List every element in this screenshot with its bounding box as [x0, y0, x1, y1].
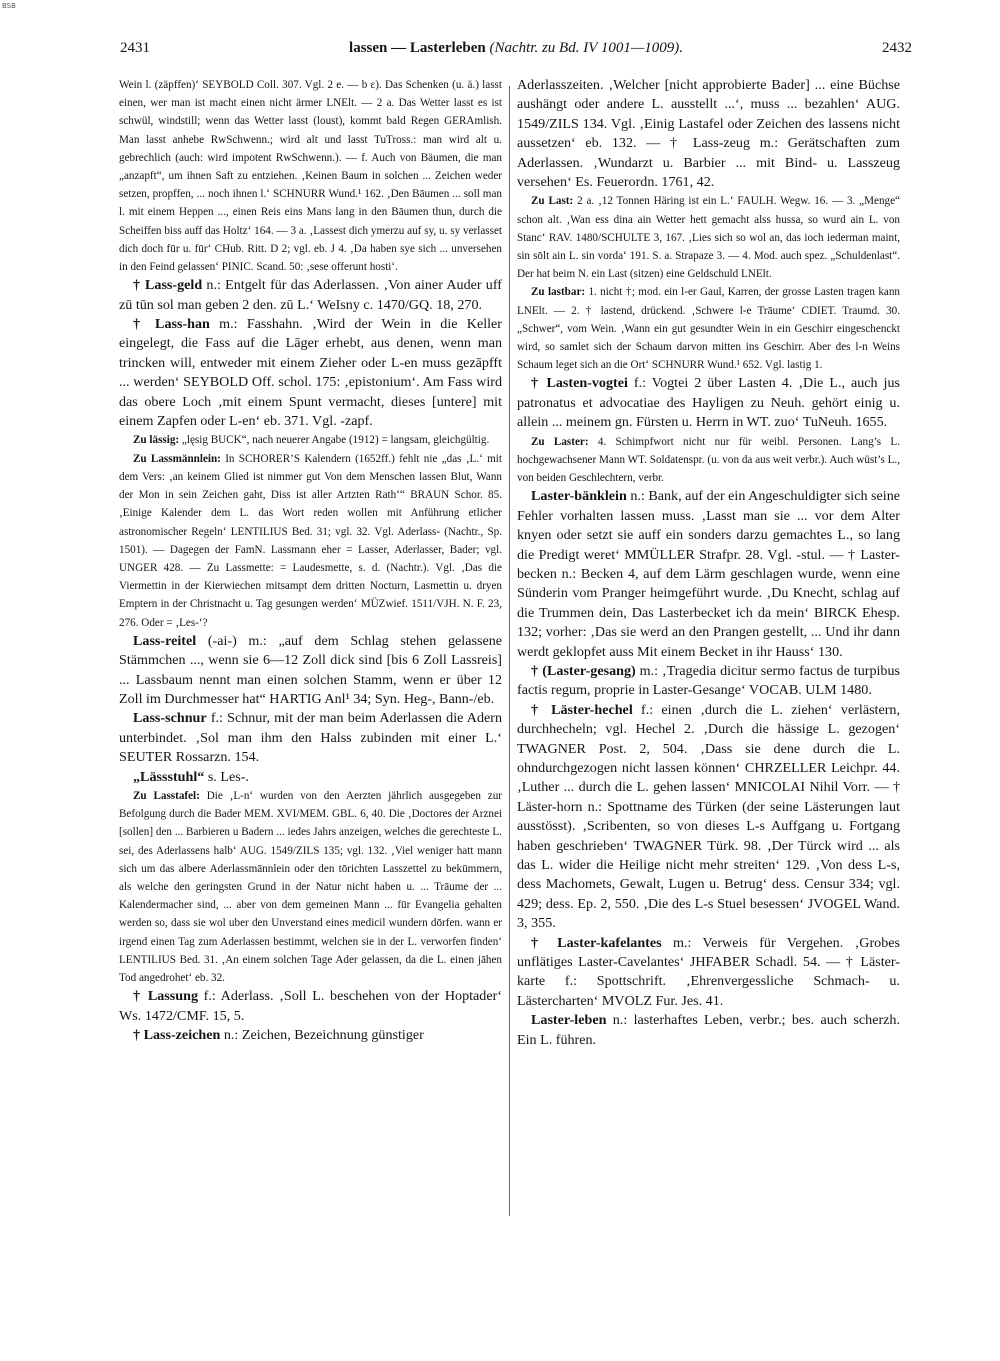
- dictionary-entry: [119, 787, 502, 987]
- entry-headword: Zu Lassmännlein:: [133, 452, 221, 465]
- dictionary-entry: [517, 76, 900, 192]
- entry-text: n.: Entgelt für das Aderlassen. ‚Von ainer Auder uff zū tūn sol man geben 2 den. zū L.‘ WeIsny c. 1470/GQ. 18, 270.: [119, 277, 502, 313]
- entry-headword: † Lass-geld: [133, 277, 203, 294]
- entry-headword: Lass-schnur: [133, 710, 207, 727]
- dictionary-entry: [517, 487, 900, 662]
- entry-headword: Laster-bänklein: [531, 488, 627, 505]
- entry-headword: † Lass-han: [133, 316, 210, 333]
- column-divider: [509, 86, 510, 1216]
- page-number-right: 2432: [882, 40, 912, 56]
- entry-headword: Laster-leben: [531, 1012, 607, 1029]
- library-stamp: BSB: [2, 2, 16, 10]
- dictionary-entry: [119, 76, 502, 276]
- entry-headword: † Lass-zeichen: [133, 1027, 221, 1044]
- entry-headword: Lass-reitel: [133, 632, 197, 649]
- entry-text: m.: Fasshahn. ‚Wird der Wein in die Keller eingelegt, die Fass auf die Lāger erhebt, aus denen, wenn man trincken will, entweder mit einem Zieher oder L-en muss gezāpfft ... werden‘ SEYBOLD Off. schol. 175: ‚epistonium‘. Am Fass wird das obere Loch ‚mit einem Spunt vermacht, dieses [untere] mit einem Zapfen oder L-en‘ eb. 371. Vgl. -zapf.: [119, 316, 502, 430]
- lemma-range: lassen — Lasterleben: [349, 40, 486, 56]
- dictionary-entry: [517, 283, 900, 374]
- entry-headword: Zu Laster:: [531, 435, 589, 448]
- entry-headword: Zu Lasstafel:: [133, 789, 200, 802]
- supplement-note: (Nachtr. zu Bd. IV 1001—1009).: [489, 40, 683, 56]
- entry-text: Wein l. (zäpffen)‘ SEYBOLD Coll. 307. Vgl. 2 e. — b ε). Das Schenken (u. ä.) lasst einen, wer man ist macht einen nicht ärmer LNElt. — 2 a. Das Wetter lasst es ist schwül, windstill; wenn das Wetter lasst (loust), kommt bald Regen GERAmlish. Man lasst anhebe RwSchwenn.; wird alt und lasst TuTross.: man wird alt u. gebrechlich (auch: wird impotent RwSchwenn.). — f. Auch von Bäumen, die man „anzapft“, um ihnen Saft zu entziehen. ‚Keinen Baum in solchen ... Zeichen weder setzen, propffen, ... noch ihnen l.‘ SCHNURR Wund.¹ 162. ‚Den Bāumen ... soll man l. mit einem Heppen ..., einen Reis eins Mans lang in den Bāumen thun, durch die Scheiffen biss auff das Holtz‘ 164. — 3 a. ‚Lassest dich ymerzu auf sy, u. sy verlasset dich doch fūr u. fūr‘ CHub. Ritt. D 2; vgl. eb. J 4. ‚Da haben sye sich ... unversehen in den Feind gelassen‘ PINIC. Scand. 50: ‚sese offerunt hosti‘.: [119, 79, 502, 274]
- dictionary-entry: [119, 315, 502, 431]
- entry-text: 2 a. ‚12 Tonnen Häring ist ein L.‘ FAULH. Wegw. 16. — 3. „Menge“ schon alt. ‚Wan ess dina ain Wetter hett gemacht alss hussa, so wurd ain L. von Stanc‘ RAV. 1480/SCHULTE 3, 167. ‚Lies sich so wol an, das ioch iederman maint, sin sōlt ain L. sin vorda‘ 191. S. a. Strapaze 3. — 4. Mod. auch spez. „Schuldenlast“. Der hat beim N. ein Last (sitzen) eine Geldschuld LNElt.: [517, 195, 900, 281]
- dictionary-entry: [517, 1011, 900, 1050]
- dictionary-entry: [517, 662, 900, 701]
- dictionary-entry: [119, 431, 502, 449]
- running-header: [120, 40, 912, 62]
- entry-text: s. Les-.: [207, 768, 249, 785]
- entry-headword: † Laster-kafelantes: [531, 934, 662, 951]
- dictionary-entry: [517, 374, 900, 432]
- dictionary-entry: [119, 709, 502, 767]
- entry-text: Aderlasszeiten. ‚Welcher [nicht approbierte Bader] ... eine Büchse aushängt oder andere L. ausstellt ...‘, muss ... bezahlen‘ AUG. 1549/ZILS 134. Vgl. ‚Einig Lastafel oder Zeichen des lassens nicht aussetzen‘ eb. 132. — † Lass-zeug m.: Gerätschaften zum Aderlassen. ‚Wundarzt u. Barbier ... mit Bind- u. Lasszeug versehen‘ Es. Feuerordn. 1761, 42.: [517, 77, 900, 191]
- entry-text: (-ai-) m.: „auf dem Schlag stehen gelassene Stämmchen ..., wenn sie 6—12 Zoll dick sind [bis 6 Zoll Lassreis] ... Lassbaum nennt man einen solchen Stamm, wenn er über 12 Zoll im Durchmesser hat“ HARTIG Anl¹ 34; Syn. Heg-, Bann-/eb.: [119, 632, 502, 707]
- dictionary-entry: [517, 433, 900, 488]
- entry-text: n.: lasterhaftes Leben, verbr.; bes. auch scherzh. Ein L. führen.: [517, 1012, 900, 1048]
- dictionary-entry: [517, 192, 900, 283]
- running-title: [120, 40, 912, 57]
- entry-text: f.: Vogtei 2 über Lasten 4. ‚Die L., auch jus patronatus et advocatiae des Hayligen zu Neuh. gehört einig u. allein ... meinem gn. Fürsten u. Herrn in WT. zuo‘ TuNeuh. 1655.: [517, 375, 900, 431]
- dictionary-entry: [119, 632, 502, 710]
- entry-headword: † Lasten-vogtei: [531, 375, 628, 392]
- entry-text: m.: ‚Tragedia dicitur sermo factus de turpibus factis regum, proprie in Laster-Gesange‘ VOCAB. ULM 1480.: [517, 662, 900, 699]
- right-column: [517, 76, 900, 1296]
- entry-headword: † (Laster-gesang): [531, 662, 636, 679]
- entry-text: f.: einen ‚durch die L. ziehen‘ verlästern, durchhecheln; vgl. Hechel 2. ‚Durch die hässige L. gezogen‘ TWAGNER Post. 2, 504. ‚Dass sie dene durch die L. ohndurchgezogen nicht lassen können‘ CHRZELLER Leichpr. 44. ‚Luther ... durch die L. gehen lassen‘ MNICOLAI Nihil Vorr. — † Läster-horn n.: Spottname des Türken (der seine Lästerungen laut ausstösst). ‚Scribenten, so von dieses L-s Auffgang u. Fortgang haben geschrieben‘ TWAGNER Türk. 98. ‚Der Türck wird ... als das L. wider die Heilige nicht mehr streiten‘ 129. ‚Von dess L-s, dess Machomets, Gewalt, Lugen u. Betrug‘ dess. Censur 334; vgl. 429; dess. Ep. 2, 550. ‚Die des L-s Stuel besessen‘ JVOGEL Wand. 3, 355.: [517, 701, 900, 932]
- entry-headword: † Läster-hechel: [531, 701, 633, 718]
- entry-text: 4. Schimpfwort nicht nur für weibl. Personen. Lang’s L. hochgewachsener Mann WT. Soldatenspr. (u. von da aus weit verbr.). Auch wüst’s L., von beiden Geschlechtern, verbr.: [517, 435, 900, 485]
- entry-headword: „Lässstuhl“: [133, 768, 205, 785]
- entry-text: In SCHORER’S Kalendern (1652ff.) fehlt nie „das ‚L.‘ mit dem Vers: ‚an keinem Glied ist nimmer gut Von dem Menschen lassen Blut, Wann der Mon in sein Zeichen gaht, Diss ist aller Artzten Rath‘“ BRAUN Schor. 85. ‚Einige Kalender dem L. das Wort reden wollen mit Anführung etlicher astronomischer Regeln‘ LENTILIUS Bed. 31; vgl. 32. Vgl. Aderlass- (Nachtr., Sp. 1501). — Dagegen der FamN. Lassmann eher = Lasser, Aderlasser, Bader; vgl. UNGER 428. — Zu Lassmette: = Laudesmette, s. d. (Nachtr.). Vgl. ‚Das die Viermettin in der Kierwiechen mitsampt dem dritten Nocturn, Lasmettin u. dryen Emptern in der Christnacht u. Tag gesungen werden‘ MÜZwief. 1511/VJH. N. F. 23, 276. Oder = ‚Les-‘?: [119, 452, 502, 629]
- dictionary-entry: [119, 768, 502, 787]
- entry-text: f.: Schnur, mit der man beim Aderlassen die Adern unterbindet. ‚Sol man ihm den Halss zubinden mit einer L.‘ SEUTER Rossarzn. 154.: [119, 710, 502, 766]
- page-number-left: 2431: [120, 40, 150, 56]
- entry-headword: Zu lastbar:: [531, 286, 586, 299]
- dictionary-entry: [119, 276, 502, 315]
- entry-headword: Zu lässig:: [133, 434, 180, 447]
- dictionary-entry: [119, 987, 502, 1026]
- left-column: [119, 76, 502, 1296]
- entry-text: n.: Bank, auf der ein Angeschuldigter sich seine Fehler vorhalten lassen muss. ‚Lasst man sie ... vor dem Alter knyen oder setzt sie auff ein sonders darzu gemachtes L., so lang die Predigt weret‘ MMÜLLER Strafpr. 28. Vgl. -stul. — † Laster-becken n.: Becken 4, auf dem Lärm geschlagen wurde, wenn eine Sünderin vom Pranger heimgeführt wurde. ‚Du Knecht, schlag auf die Trummen dein, Das Lasterbecket ich da mein‘ BIRCK Ehesp. 132; vorher: ‚Das sie werd an den Prangen gestellt, ... Und ihr dann werdt geklopfet auss Mit einem Becket in ihr Hauss‘ 130.: [517, 488, 900, 660]
- entry-text: „lęsig BUCK“, nach neuerer Angabe (1912) = langsam, gleichgültig.: [181, 434, 490, 447]
- entry-headword: † Lassung: [133, 988, 198, 1005]
- entry-text: f.: Aderlass. ‚Soll L. beschehen von der Hoptader‘ Ws. 1472/CMF. 15, 5.: [119, 988, 502, 1024]
- entry-text: Die ‚L-n‘ wurden von den Aerzten jährlich ausgegeben zur Befolgung durch die Bader MEM. XVI/MEM. GBL. 6, 40. Die ‚Doctores der Arznei [sollen] den ... Barbieren u Badern ... iedes Jahrs anzeigen, welches die gerechteste L. sei, des Aderlassens halb‘ AUG. 1549/ZILS 135; vgl. 132. ‚Viel weniger hatt mann sich um das albere Aderlassmānnlein oder den tōrichten Lasszettel zu bekūmmern, als welche den geringsten Grund in der Natur nicht haben u. ... Trāume der ... Kalendermacher sind, ... aber von dem gemeinen Mann ... fūr Evangelia gehalten werden so, dass sie wol uber den Unverstand eines medicil wundern dōrfen. wann er irgend einen Tag zum Aderlassen bestimmt, welchen sie in der L. verworfen finden‘ LENTILIUS Bed. 31. ‚An einem solchen Tage Ader gelassen, da die L. einen jāhen Tod angedrohet‘ eb. 32.: [119, 789, 502, 984]
- entry-headword: Zu Last:: [531, 195, 574, 208]
- dictionary-entry: [119, 450, 502, 632]
- entry-text: 1. nicht †; mod. ein l-er Gaul, Karren, der grosse Lasten tragen kann LNElt. — 2. † lastend, drückend. ‚Schwere l-e Trāume‘ CDIET. Traumd. 30. „Schwer“, vom Wein. ‚Wann ein gut gesundter Wein in ein Geschirr eingeschenckt wird, so samlet sich der Schaum darvon mitten ins Geschirr. Aber des l-n Weins Schaum leget sich an die Ort‘ SCHNURR Wund.¹ 652. Vgl. lastig 1.: [517, 286, 900, 372]
- dictionary-entry: [517, 934, 900, 1012]
- entry-text: m.: Verweis für Vergehen. ‚Grobes unflätiges Laster-Cavelantes‘ JHFABER Schadl. 54. — † Läster-karte f.: Spottschrift. ‚Ehrenvergessliche Schmach- u. Lästercharten‘ MVOLZ Fur. Jes. 41.: [517, 934, 900, 1009]
- dictionary-entry: [119, 1026, 502, 1045]
- dictionary-entry: [517, 701, 900, 934]
- entry-text: n.: Zeichen, Bezeichnung günstiger: [223, 1027, 424, 1044]
